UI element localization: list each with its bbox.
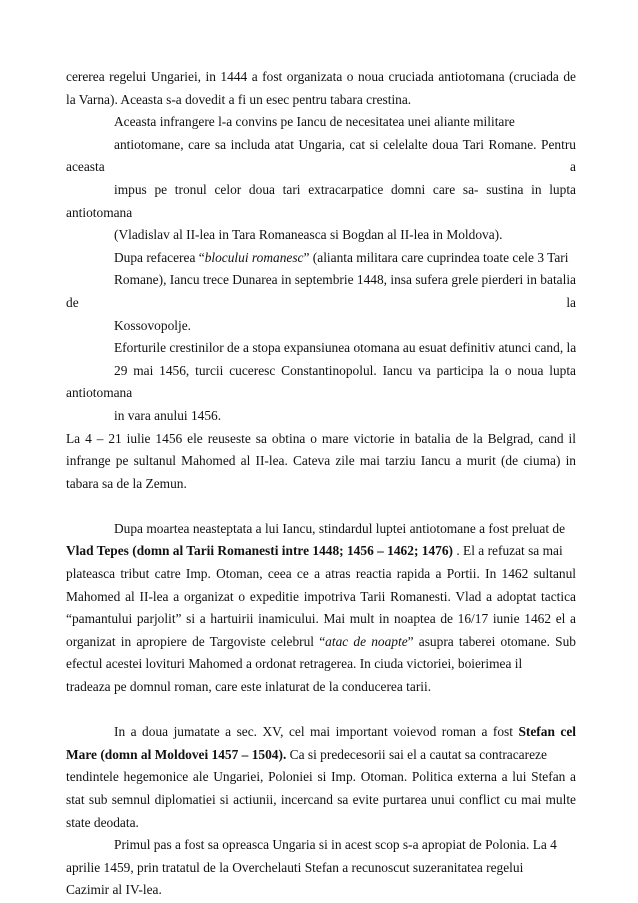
text-line: Mahomed al II-lea a organizat o expeditie impotriva Tarii Romanesti. Vlad a adoptat tactica [66, 588, 576, 604]
text-line: aprilie 1459, prin tratatul de la Overchelauti Stefan a recunoscut suzeranitatea regelui [66, 859, 524, 875]
text-line: stat sub semnul diplomatiei si actiunii, incercand sa evite purtarea unui conflict cu mai multe [66, 792, 576, 807]
text-line: impus pe tronul celor doua tari extracarpatice domni care sa- sustina in lupta antiotomana [66, 181, 576, 220]
bold-term: Stefan cel [518, 724, 576, 740]
text-line [66, 744, 576, 767]
paragraph-2 [66, 111, 576, 247]
text-line: tabara sa de la Zemun. [66, 475, 187, 491]
text-line [66, 631, 576, 654]
text-run: In a doua jumatate a sec. XV, cel mai important voievod roman a fost [114, 724, 519, 740]
text-run: . El a refuzat sa mai [453, 543, 563, 559]
text-line [66, 540, 576, 563]
text-line: efectul acestei lovituri Mahomed a ordonat retragerea. In ciuda victoriei, boierimea il [66, 656, 523, 672]
text-line: in vara anului 1456. [114, 407, 222, 423]
text-run: ” asupra taberei otomane. Sub [407, 633, 576, 649]
text-run: Ca si predecesorii sai el a cautat sa contracareze [286, 746, 547, 762]
document-body [66, 66, 576, 902]
italic-term: blocului romanesc [204, 249, 304, 265]
text-run: organizat in apropiere de Targoviste celebrul “ [66, 633, 326, 649]
paragraph-1 [66, 66, 576, 111]
text-line: plateasca tribut catre Imp. Otoman, ceea ce a atras reactia rapida a Portii. In 1462 sultanul [66, 566, 576, 582]
text-line: Cazimir al IV-lea. [66, 882, 162, 898]
paragraph-gap [66, 495, 576, 518]
paragraph-gap [66, 699, 576, 722]
bold-term: Vlad Tepes (domn al Tarii Romanesti intre 1448; 1456 – 1462; 1476) [66, 543, 453, 559]
text-run: Dupa refacerea “ [114, 249, 205, 265]
text-line: Aceasta infrangere l-a convins pe Iancu de necesitatea unei aliante militare [114, 114, 515, 130]
paragraph-7 [66, 721, 576, 834]
text-line [66, 247, 576, 270]
text-line: infrange pe sultanul Mahomed al II-lea. Cateva zile mai tarziu Iancu a murit (de ciuma) in [66, 453, 576, 469]
text-line: cererea regelui Ungariei, in 1444 a fost organizata o noua cruciada antiotomana (cruciada de [66, 69, 576, 84]
text-line: state deodata. [66, 814, 139, 830]
text-line: (Vladislav al II-lea in Tara Romaneasca si Bogdan al II-lea in Moldova). [114, 227, 503, 243]
text-run: ” (alianta militara care cuprindea toate cele 3 Tari [303, 249, 569, 265]
paragraph-3 [66, 247, 576, 337]
text-line: Eforturile crestinilor de a stopa expansiunea otomana au esuat definitiv atunci cand, la [114, 340, 577, 356]
text-line: “pamantului parjolit” si a hartuirii inamicului. Mai mult in noaptea de 16/17 iunie 1462 el a [66, 611, 576, 627]
text-line: La 4 – 21 iulie 1456 ele reuseste sa obtina o mare victorie in batalia de la Belgrad, cand il [66, 430, 576, 446]
text-line: Kossovopolje. [114, 317, 191, 333]
text-line: Primul pas a fost sa opreasca Ungaria si in acest scop s-a apropiat de Polonia. La 4 [114, 837, 557, 853]
text-line: la Varna). Aceasta s-a dovedit a fi un esec pentru tabara crestina. [66, 91, 412, 107]
paragraph-8 [66, 834, 576, 902]
paragraph-6 [66, 518, 576, 699]
bold-term: Mare (domn al Moldovei 1457 – 1504). [66, 746, 287, 762]
text-line: antiotomane, care sa includa atat Ungaria, cat si celelalte doua Tari Romane. Pentru aceasta a [66, 136, 576, 175]
text-line: tendintele hegemonice ale Ungariei, Poloniei si Imp. Otoman. Politica externa a lui Stefan a [66, 769, 576, 785]
text-line: 29 mai 1456, turcii cuceresc Constantinopolul. Iancu va participa la o noua lupta antiotomana [66, 362, 576, 401]
paragraph-4 [66, 337, 576, 427]
text-line: Romane), Iancu trece Dunarea in septembrie 1448, insa sufera grele pierderi in batalia de la [66, 272, 576, 310]
paragraph-5 [66, 428, 576, 496]
italic-term: atac de noapte [325, 633, 408, 649]
text-line: Dupa moartea neasteptata a lui Iancu, stindardul luptei antiotomane a fost preluat de [114, 520, 566, 536]
text-line: tradeaza pe domnul roman, care este inlaturat de la conducerea tarii. [66, 679, 432, 695]
text-line [66, 721, 576, 744]
